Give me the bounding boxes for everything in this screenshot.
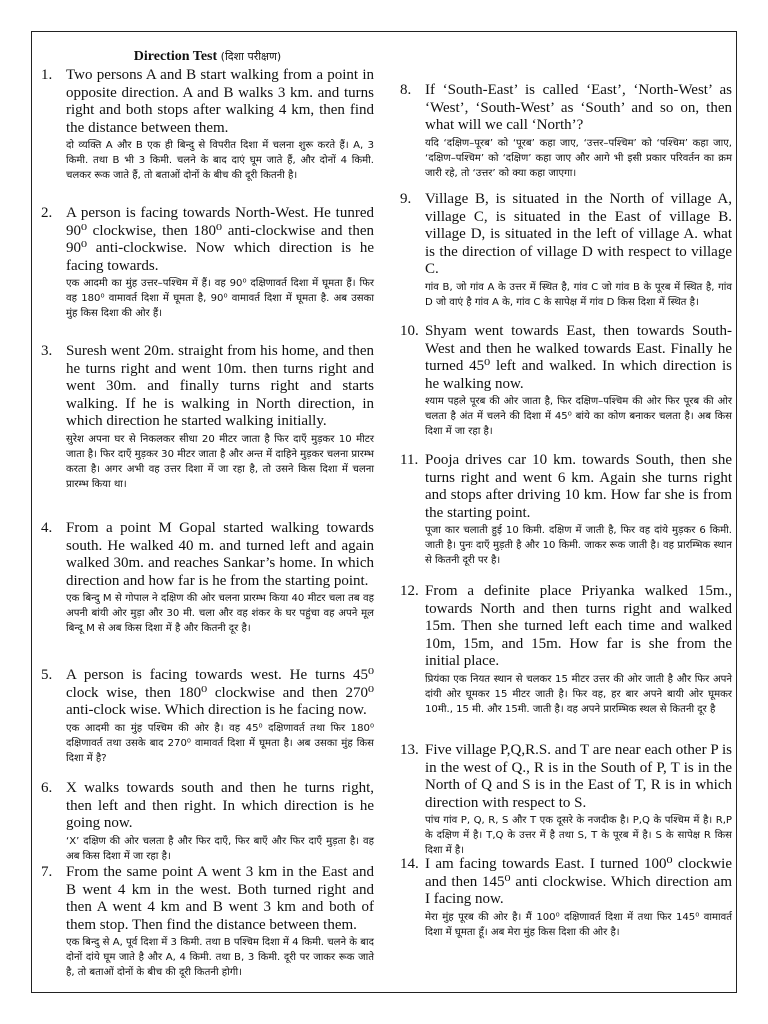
question-text-hindi: एक बिन्दु M से गोपाल ने दक्षिण की ओर चलना प्रारम्भ किया 40 मीटर चला तब वह अपनी बांयी ओर मुड़ा और 30 मी. चला और वह शंकर के घर पहुंचा वह अपने मूल बिन्दू M से अब किस दिशा में है और कितनी दूर है। — [66, 593, 374, 635]
question-number: 7. — [41, 864, 53, 880]
question-text-english: From the same point A went 3 km in the East and B went 4 km in the west. Both turned right and then A went 4 km and B went 3 km and both of them stop. Then find the distance between them. — [66, 864, 374, 933]
question-text-hindi: गांव B, जो गांव A के उत्तर में स्थित है, गांव C जो गांव B के पूरब में स्थित है, गांव D जो वाएं है गांव A के, गांव C के सापेक्ष में गांव D किस दिशा में स्थित है। — [425, 281, 732, 308]
question-text-hindi: सुरेश अपना घर से निकलकर सीधा 20 मीटर जाता है फिर दाएँ मुड़कर 10 मीटर जाता है। फिर दाएँ मुड़कर 30 मीटर जाता है और अन्त में दाहिने मुड़कर चलना प्रारम्भ करता है। अगर अभी वह उत्तर दिशा में जा रहा है, तो उसने किस दिशा में चलना प्रारम्भ किया था। — [66, 433, 374, 490]
question-1 — [41, 67, 374, 183]
question-text-english: I am facing towards East. I turned 100⁰ clockwie and then 145⁰ anti clockwise. Which direction am I facing now. — [425, 856, 732, 908]
title-english: Direction Test — [133, 49, 218, 64]
question-number: 8. — [400, 82, 412, 98]
question-text-english: A person is facing towards west. He turns 45⁰ clock wise, then 180⁰ clockwise and then 270⁰ anti-clock wise. Which direction is he facing now. — [66, 667, 374, 719]
question-4 — [41, 520, 374, 636]
question-text-english: A person is facing towards North-West. He tunred 90⁰ clockwise, then 180⁰ anti-clockwise and then 90⁰ anti-clockwise. Now which direction is he facing towards. — [66, 205, 374, 274]
question-number: 1. — [41, 67, 53, 83]
question-number: 11. — [400, 452, 419, 468]
question-10 — [400, 323, 732, 439]
question-2 — [41, 205, 374, 321]
question-13 — [400, 742, 732, 858]
question-text-hindi: यदि ‘दक्षिण–पूरब’ को ‘पूरब’ कहा जाए, ‘उत्तर–पश्चिम’ को ‘पश्चिम’ कहा जाए, ‘दक्षिण–पश्चिम’ को ‘दक्षिण’ कहा जाए और आगे भी इसी प्रकार परिवर्तन का क्रम जारी रहे, तो ‘उत्तर’ को क्या कहा जाएगा। — [425, 137, 732, 179]
question-text-hindi: प्रियंका एक नियत स्थान से चलकर 15 मीटर उत्तर की ओर जाती है और फिर अपने दांयी ओर घूमकर 15 मीटर जाती है। फिर वह, हर बार अपने बायी ओर घूमकर 10मी., 15 मी. और 15मी. जाती है। वह अपने प्रारम्भिक स्थल से कितनी दूर है — [425, 673, 732, 715]
question-12 — [400, 583, 732, 717]
question-9 — [400, 191, 732, 310]
question-number: 13. — [400, 742, 419, 758]
question-number: 3. — [41, 343, 53, 359]
title-hindi: (दिशा परीक्षण) — [220, 50, 282, 63]
question-14 — [400, 856, 732, 940]
question-text-english: From a definite place Priyanka walked 15m., towards North and then turns right and walked 15m. Then she turned left each time and walked 10m, 15m, and 15m. How far is she from the initial place. — [425, 583, 732, 670]
question-text-hindi: पूजा कार चलाती हुई 10 किमी. दक्षिण में जाती है, फिर वह दांये मुड़कर 6 किमी. जाती है। पुनः दाएँ मुड़ती है और 10 किमी. जाकर रूक जाती है। वह प्रारम्भिक स्थान से कितनी दूरी पर है। — [425, 525, 732, 567]
question-text-hindi: मेरा मुंह पूरब की ओर है। मैं 100⁰ दक्षिणावर्त दिशा में तथा फिर 145⁰ वामावर्त दिशा में घूमता हूँ। अब मेरा मुंह किस दिशा की ओर है। — [425, 911, 732, 938]
question-text-english: Shyam went towards East, then towards South-West and then he walked towards East. Finally he turned 45⁰ left and walked. In which direction is he walking now. — [425, 323, 732, 392]
question-text-english: X walks towards south and then he turns right, then left and then right. In which direction is he going now. — [66, 780, 374, 832]
left-column — [41, 32, 374, 992]
question-number: 14. — [400, 856, 419, 872]
question-number: 5. — [41, 667, 53, 683]
question-number: 12. — [400, 583, 419, 599]
question-text-hindi: श्याम पहले पूरब की ओर जाता है, फिर दक्षिण–पश्चिम की ओर फिर पूरब की ओर चलता है अंत में चलने की दिशा में 45⁰ बांये का कोण बनाकर चलता है। अब किस दिशा में जा रहा है। — [425, 396, 732, 438]
question-7 — [41, 864, 374, 980]
question-number: 6. — [41, 780, 53, 796]
page-title — [41, 48, 374, 65]
question-text-english: From a point M Gopal started walking towards south. He walked 40 m. and turned left and again walked 30m. and reaches Sankar’s home. In which direction and how far is he from the starting point. — [66, 520, 374, 589]
question-text-english: Five village P,Q,R.S. and T are near each other P is in the west of Q., R is in the South of P, T is in the North of Q and S is in the East of T, R is in which direction with respect to S. — [425, 742, 732, 811]
question-text-hindi: एक आदमी का मुंह उत्तर–पश्चिम में हैं। वह 90⁰ दक्षिणावर्त दिशा में घूमता हैं। फिर वह 180⁰ वामावर्त दिशा में घूमता है, 90⁰ वामावर्त दिशा में घूमता है. अब उसका मुंह किस दिशा की ओर हैं। — [66, 278, 374, 320]
question-3 — [41, 343, 374, 492]
question-text-hindi: ‘X’ दक्षिण की ओर चलता है और फिर दाएँ, फिर बाएँ और फिर दाएँ मुड़ता है। वह अब किस दिशा में जा रहा है। — [66, 835, 374, 862]
question-text-english: Two persons A and B start walking from a point in opposite direction. A and B walks 3 km. and turns right and both stops after walking 4 km, then find the distance between them. — [66, 67, 374, 136]
page-frame — [31, 31, 737, 993]
question-number: 9. — [400, 191, 412, 207]
question-text-hindi: एक आदमी का मुंह पश्चिम की ओर है। वह 45⁰ दक्षिणावर्त तथा फिर 180⁰ दक्षिणावर्त तथा उसके बाद 270⁰ वामावर्त दिशा में घूमता है। अब उसका मुंह किस दिशा में है? — [66, 722, 374, 764]
question-text-hindi: पांच गांव P, Q, R, S और T एक दूसरे के नजदीक है। P,Q के पश्चिम में है। R,P के दक्षिण में है। T,Q के उत्तर में है तथा S, T के पूरब में है। S के सापेक्ष R किस दिशा में है। — [425, 815, 732, 857]
question-8 — [400, 82, 732, 181]
question-6 — [41, 780, 374, 864]
question-text-english: If ‘South-East’ is called ‘East’, ‘North-West’ as ‘West’, ‘South-West’ as ‘South’ and so on, then what will we call ‘North’? — [425, 82, 732, 134]
question-text-english: Village B, is situated in the North of village A, village C, is situated in the East of village B. village D, is situated in the left of village A. what is the direction of village D with respect to village C. — [425, 191, 732, 278]
question-text-english: Suresh went 20m. straight from his home, and then he turns right and went 10m. then turns right and went 30m. and finally turns right and starts walking. If he is walking in North direction, in which direction he started walking initially. — [66, 343, 374, 430]
question-number: 4. — [41, 520, 53, 536]
question-5 — [41, 667, 374, 766]
question-number: 2. — [41, 205, 53, 221]
question-number: 10. — [400, 323, 419, 339]
question-text-english: Pooja drives car 10 km. towards South, then she turns right and went 6 km. Again she turns right and stops after driving 10 km. How far she is from the starting point. — [425, 452, 732, 521]
right-column — [400, 32, 732, 992]
question-11 — [400, 452, 732, 568]
question-text-hindi: एक बिन्दु से A, पूर्व दिशा में 3 किमी. तथा B पश्चिम दिशा में 4 किमी. चलने के बाद दोनों दांये घूम जाते है और A, 4 किमी. तथा B, 3 किमी. दूरी पर जाकर रूक जाते है, तो बताओं दोनों के बीच की दूरी कितनी होगी। — [66, 937, 374, 979]
question-text-hindi: दो व्यक्ति A और B एक ही बिन्दु से विपरीत दिशा में चलना शुरू करते हैं। A, 3 किमी. तथा B भी 3 किमी. चलने के बाद दाएं घूम जाते हैं, और दोनों 4 किमी. चलकर रूक जाते हैं, तो बताओं दोनों के बीच की दूरी कितनी है। — [66, 140, 374, 182]
